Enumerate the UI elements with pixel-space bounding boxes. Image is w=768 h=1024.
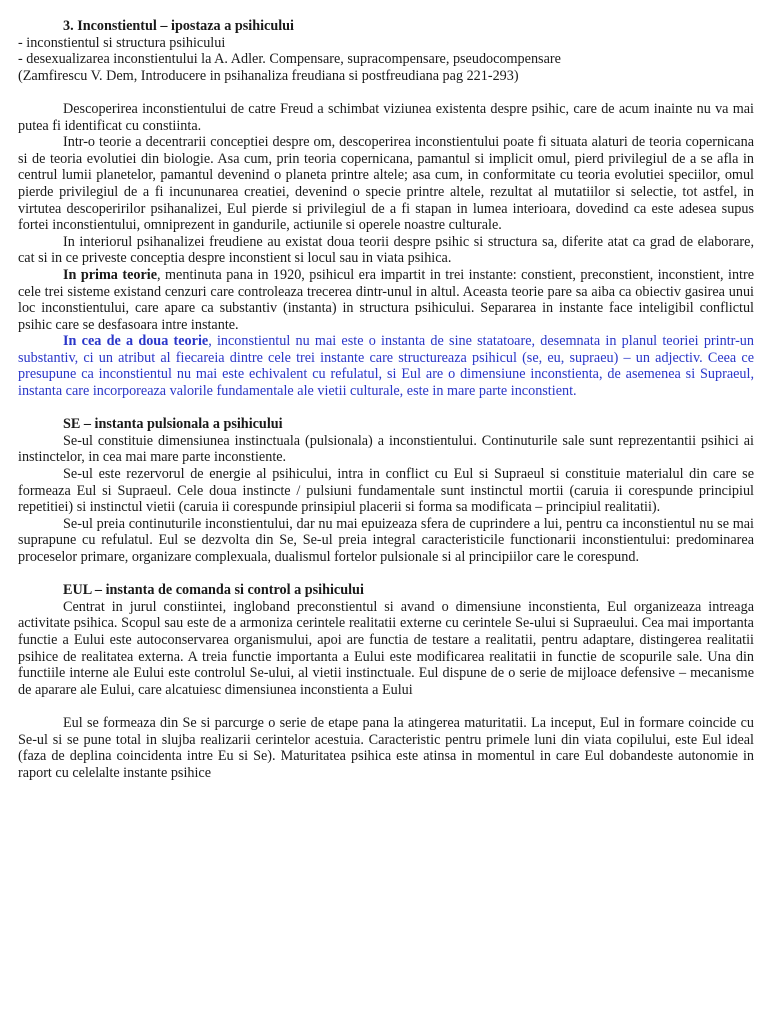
first-theory-text: , mentinuta pana in 1920, psihicul era impartit in trei instante: constient, preconstient, inconstient, intre cele trei sisteme existand cenzuri care controleaza trecerea dintr-unul in altul. Aceasta teorie pare sa aiba ca obiectiv gasirea unui loc inconstientului, care apare ca substantiv (instanta) in structura psihicului. Separarea in instante face inteligibil conflictul psihic care se desfasoara intre instante. (18, 266, 754, 333)
se-paragraph-3: Se-ul preia continuturile inconstientului, dar nu mai epuizeaza sfera de cuprindere a lui, pentru ca inconstientul nu se mai suprapune cu refulatul. Eul se dezvolta din Se, Se-ul preia integral caracteristicile functionarii inconstientului: predominarea proceselor primare, organizare complexuala, dualismul fortelor pulsionale si al principiilor care le corespund. (18, 515, 754, 565)
first-theory-lead: In prima teorie (63, 266, 158, 283)
eul-paragraph-1: Centrat in jurul constiintei, ingloband preconstientul si avand o dimensiune inconstienta, Eul organizeaza intreaga activitate psihica. Scopul sau este de a armoniza cerintele realitatii externe cu cerintele Se-ului si Supraeului. Cea mai importanta functie a Eului este autoconservarea organismului, apoi are functia de testare a realitatii, pentru adaptare, distingerea realitatii psihice de realitatea externa. A treia functie importanta a Eului este modificarea realitatii in functie de scopurile sale. Una din functiile interne ale Eului este controlul Se-ului, al vietii instinctuale. Eul dispune de o serie de mijloace defensive – mecanisme de aparare ale Eului, care alcatuiesc dimensiunea inconstienta a Eului (18, 598, 754, 698)
eul-paragraph-2: Eul se formeaza din Se si parcurge o serie de etape pana la atingerea maturitatii. La inceput, Eul in formare coincide cu Se-ul si se pune total in slujba realizarii cerintelor acestuia. Caracteristic pentru primele luni din viata copilului, este Eul ideal (faza de deplina coincidenta intre Eu si Se). Maturitatea psihica este atinsa in momentul in care Eul dobandeste autonomie in raport cu celelalte instante psihice (18, 714, 754, 781)
intro-paragraph-1: Descoperirea inconstientului de catre Freud a schimbat viziunea existenta despre psihic, care de acum inainte nu va mai putea fi identificat cu constiinta. (18, 100, 754, 134)
second-theory-paragraph (18, 333, 754, 399)
se-section-heading: SE – instanta pulsionala a psihicului (63, 416, 283, 433)
se-paragraph-1: Se-ul constituie dimensiunea instinctuala (pulsionala) a inconstientului. Continuturile sale sunt reprezentantii psihici ai instinctelor, in cea mai mare parte inconstiente. (18, 432, 754, 466)
second-theory-lead: In cea de a doua teorie (63, 333, 209, 350)
second-theory-text: , inconstientul nu mai este o instanta de sine statatoare, desemnata in planul teoriei printr-un substantiv, ci un atribut al fiecareia dintre cele trei instante care structureaza psihicul (se, eu, supraeu) – un adjectiv. Ceea ce presupune ca inconstientul nu mai este echivalent cu refulatul, si Eul are o dimensiune inconstienta, de asemenea si Supraeul, instanta care incorporeaza valorile fundamentale ale vietii culturale, este in mare parte inconstient. (18, 333, 754, 400)
eul-section-heading: EUL – instanta de comanda si control a psihicului (63, 582, 364, 599)
intro-paragraph-2: Intr-o teorie a decentrarii conceptiei despre om, descoperirea inconstientului poate fi situata alaturi de teoria copernicana si de teoria evolutiei din biologie. Asa cum, prin teoria copernicana, pamantul si implicit omul, pierd privilegiul de a se afla in centrul lumii planetelor, pamantul devenind o planeta printre altele; asa cum, in conformitate cu teoria evolutiei speciilor, omul pierde privilegiul de a fi incununarea creatiei, devenind o specie printre altele, rezultat al mutatiilor si selectie, tot astfel, in virtutea descoperirilor psihanalizei, Eul pierde si privilegiul de a fi stapan in lumea interioara, dovedind ca este adesea supus fortei inconstientului, omniprezent in gandurile, actiunile si operele noastre culturale. (18, 134, 754, 234)
outline-item-1: - inconstientul si structura psihicului (18, 34, 226, 51)
outline-item-2: - desexualizarea inconstientului la A. Adler. Compensare, supracompensare, pseudocompensare (18, 51, 561, 68)
intro-paragraph-3: In interiorul psihanalizei freudiene au existat doua teorii despre psihic si structura sa, diferite atat ca grad de elaborare, cat si in ce priveste conceptia despre inconstient si locul sau in viata psihica. (18, 233, 754, 267)
se-paragraph-2: Se-ul este rezervorul de energie al psihicului, intra in conflict cu Eul si Supraeul si constituie materialul din care se formeaza Eul si Supraeul. Cele doua instincte / pulsiuni fundamentale sunt instinctul mortii (caruia ii corespunde principiul repetitiei) si instinctul vietii (caruia ii corespunde prinsipiul placerii si forma sa modificata – principiul realitatii). (18, 466, 754, 516)
reference-citation: (Zamfirescu V. Dem, Introducere in psihanaliza freudiana si postfreudiana pag 221-293) (18, 67, 519, 84)
first-theory-paragraph (18, 267, 754, 333)
chapter-title: 3. Inconstientul – ipostaza a psihicului (63, 18, 294, 34)
